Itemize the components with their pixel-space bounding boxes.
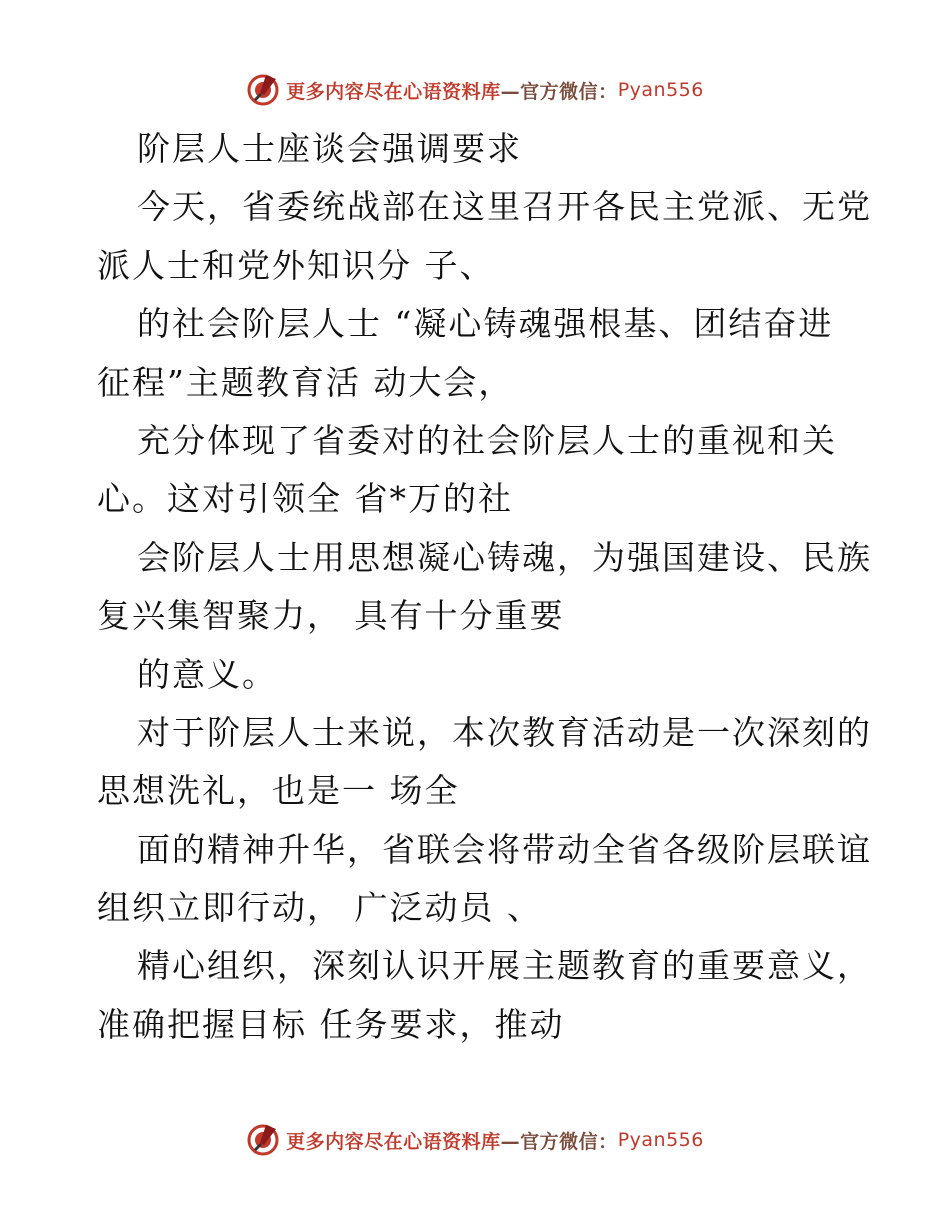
quill-logo-icon bbox=[246, 1123, 280, 1157]
text-line: 阶层人士座谈会强调要求 bbox=[137, 129, 522, 168]
banner-text-wechat-label: —官方微信： bbox=[500, 1130, 618, 1153]
banner-text-main: 更多内容尽在心语资料库 bbox=[286, 80, 501, 103]
text-line: 派人士和党外知识分 子、 bbox=[97, 245, 495, 285]
document-body bbox=[97, 120, 872, 1054]
header-banner bbox=[0, 70, 950, 110]
text-line: 面的精神升华，省联会将带动全省各级阶层联谊 bbox=[137, 829, 872, 869]
banner-text-wechat-id: Pyan556 bbox=[617, 79, 704, 101]
text-line: 会阶层人士用思想凝心铸魂，为强国建设、民族 bbox=[137, 537, 872, 577]
text-line: 思想洗礼，也是一 场全 bbox=[97, 771, 460, 811]
text-line: 对于阶层人士来说，本次教育活动是一次深刻的 bbox=[137, 712, 872, 752]
text-line: 今天，省委统战部在这里召开各民主党派、无党 bbox=[137, 187, 872, 227]
text-line: 征程”主题教育活 动大会， bbox=[97, 362, 514, 402]
text-line: 充分体现了省委对的社会阶层人士的重视和关 bbox=[137, 420, 837, 460]
banner-text-main: 更多内容尽在心语资料库 bbox=[286, 1130, 501, 1153]
text-line: 复兴集智聚力， 具有十分重要 bbox=[97, 596, 565, 636]
banner-text-wechat-id: Pyan556 bbox=[617, 1129, 704, 1151]
text-line: 精心组织，深刻认识开展主题教育的重要意义， bbox=[137, 946, 872, 986]
text-line: 的意义。 bbox=[137, 654, 277, 694]
text-line: 的社会阶层人士 “凝心铸魂强根基、团结奋进 bbox=[137, 304, 834, 344]
text-line: 准确把握目标 任务要求，推动 bbox=[97, 1004, 565, 1044]
footer-banner bbox=[0, 1120, 950, 1160]
text-line: 心。这对引领全 省*万的社 bbox=[97, 479, 513, 519]
quill-logo-icon bbox=[246, 73, 280, 107]
text-line: 组织立即行动， 广泛动员 、 bbox=[97, 888, 542, 928]
banner-text-wechat-label: —官方微信： bbox=[500, 80, 618, 103]
